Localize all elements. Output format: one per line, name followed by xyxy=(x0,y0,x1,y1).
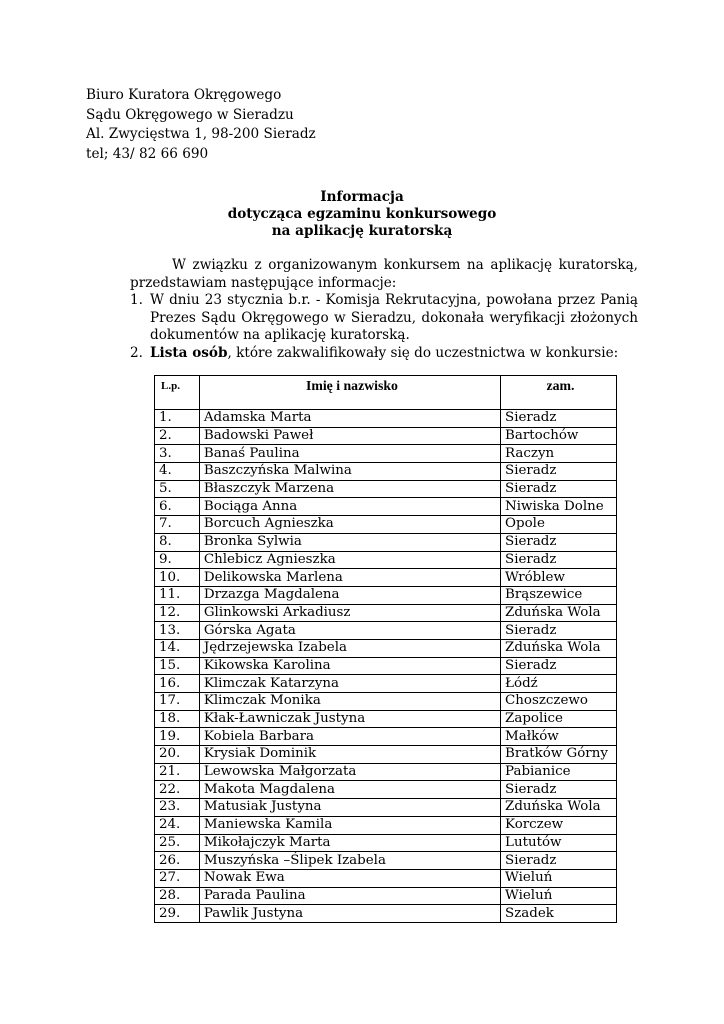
intro-text: W związku z organizowanym konkursem na aplikację kuratorską, przedstawiam następujące informacje: xyxy=(130,257,638,291)
sender-court: Sądu Okręgowego w Sieradzu xyxy=(86,106,294,123)
row-number: 9. xyxy=(155,551,200,569)
candidates-table xyxy=(154,375,617,923)
row-name: Maniewska Kamila xyxy=(199,816,500,834)
sender-office: Biuro Kuratora Okręgowego xyxy=(86,87,282,103)
row-city: Sieradz xyxy=(501,463,617,481)
row-name: Drzazga Magdalena xyxy=(199,586,500,604)
table-row xyxy=(155,675,617,693)
row-name: Klimczak Monika xyxy=(199,693,500,711)
row-name: Błaszczyk Marzena xyxy=(199,480,500,498)
table-row xyxy=(155,710,617,728)
list-item-2 xyxy=(112,345,638,363)
list-item-bold: Lista osób xyxy=(150,345,228,361)
row-name: Makota Magdalena xyxy=(199,781,500,799)
row-name: Parada Paulina xyxy=(199,887,500,905)
row-city: Szadek xyxy=(501,905,617,923)
row-city: Łódź xyxy=(501,675,617,693)
table-row xyxy=(155,480,617,498)
table-row xyxy=(155,551,617,569)
row-number: 11. xyxy=(155,586,200,604)
table-row xyxy=(155,569,617,587)
list-item-text xyxy=(150,345,638,363)
row-name: Kobiela Barbara xyxy=(199,728,500,746)
list-item-1 xyxy=(112,292,638,345)
row-city: Wieluń xyxy=(501,869,617,887)
table-header-row xyxy=(155,376,617,410)
row-city: Sieradz xyxy=(501,551,617,569)
intro-paragraph xyxy=(130,257,638,292)
table-row xyxy=(155,869,617,887)
row-city: Opole xyxy=(501,516,617,534)
table-row xyxy=(155,604,617,622)
row-number: 17. xyxy=(155,693,200,711)
row-name: Muszyńska –Ślipek Izabela xyxy=(199,852,500,870)
row-number: 3. xyxy=(155,445,200,463)
table-row xyxy=(155,586,617,604)
list-item-number: 2. xyxy=(130,345,143,361)
row-number: 10. xyxy=(155,569,200,587)
row-name: Glinkowski Arkadiusz xyxy=(199,604,500,622)
row-name: Klimczak Katarzyna xyxy=(199,675,500,693)
row-name: Mikołajczyk Marta xyxy=(199,834,500,852)
row-name: Górska Agata xyxy=(199,622,500,640)
table-row xyxy=(155,905,617,923)
row-city: Sieradz xyxy=(501,622,617,640)
row-number: 13. xyxy=(155,622,200,640)
row-number: 1. xyxy=(155,410,200,428)
table-row xyxy=(155,693,617,711)
sender-street: Al. Zwycięstwa 1, 98-200 Sieradz xyxy=(86,126,316,142)
row-city: Sieradz xyxy=(501,533,617,551)
row-city: Zduńska Wola xyxy=(501,639,617,657)
row-number: 6. xyxy=(155,498,200,516)
table-row xyxy=(155,781,617,799)
header-name: Imię i nazwisko xyxy=(199,376,500,410)
list-item-text: W dniu 23 stycznia b.r. - Komisja Rekrutacyjna, powołana przez Panią Prezes Sądu Okręgowego w Sieradzu, dokonała weryfikacji złożonych dokumentów na aplikację kuratorską. xyxy=(150,292,638,343)
row-name: Banaś Paulina xyxy=(199,445,500,463)
table-row xyxy=(155,728,617,746)
row-name: Pawlik Justyna xyxy=(199,905,500,923)
row-number: 7. xyxy=(155,516,200,534)
table-row xyxy=(155,410,617,428)
row-city: Brąszewice xyxy=(501,586,617,604)
table-row xyxy=(155,445,617,463)
row-number: 5. xyxy=(155,480,200,498)
row-city: Sieradz xyxy=(501,781,617,799)
row-number: 22. xyxy=(155,781,200,799)
row-number: 8. xyxy=(155,533,200,551)
row-city: Zduńska Wola xyxy=(501,799,617,817)
row-city: Zapolice xyxy=(501,710,617,728)
table-row xyxy=(155,498,617,516)
row-city: Choszczewo xyxy=(501,693,617,711)
title-line-2: dotycząca egzaminu konkursowego xyxy=(227,206,497,222)
row-name: Lewowska Małgorzata xyxy=(199,763,500,781)
row-name: Badowski Paweł xyxy=(199,427,500,445)
row-number: 12. xyxy=(155,604,200,622)
table-row xyxy=(155,852,617,870)
row-city: Sieradz xyxy=(501,657,617,675)
row-city: Bartochów xyxy=(501,427,617,445)
row-name: Baszczyńska Malwina xyxy=(199,463,500,481)
row-name: Kikowska Karolina xyxy=(199,657,500,675)
row-name: Delikowska Marlena xyxy=(199,569,500,587)
row-number: 20. xyxy=(155,746,200,764)
row-city: Niwiska Dolne xyxy=(501,498,617,516)
table-body xyxy=(155,410,617,923)
row-number: 14. xyxy=(155,639,200,657)
row-number: 25. xyxy=(155,834,200,852)
list-item-rest: , które zakwalifikowały się do uczestnictwa w konkursie: xyxy=(227,345,619,361)
row-name: Bociąga Anna xyxy=(199,498,500,516)
row-name: Adamska Marta xyxy=(199,410,500,428)
row-city: Sieradz xyxy=(501,852,617,870)
list-item-number: 1. xyxy=(130,292,143,308)
table-row xyxy=(155,427,617,445)
row-city: Korczew xyxy=(501,816,617,834)
table-row xyxy=(155,463,617,481)
header-city: zam. xyxy=(501,376,617,410)
table-row xyxy=(155,639,617,657)
row-number: 26. xyxy=(155,852,200,870)
row-name: Chlebicz Agnieszka xyxy=(199,551,500,569)
table-row xyxy=(155,834,617,852)
row-number: 15. xyxy=(155,657,200,675)
row-number: 19. xyxy=(155,728,200,746)
row-city: Lututów xyxy=(501,834,617,852)
row-number: 4. xyxy=(155,463,200,481)
row-name: Nowak Ewa xyxy=(199,869,500,887)
row-city: Sieradz xyxy=(501,410,617,428)
table-row xyxy=(155,799,617,817)
table-row xyxy=(155,533,617,551)
row-city: Bratków Górny xyxy=(501,746,617,764)
row-number: 28. xyxy=(155,887,200,905)
table-row xyxy=(155,816,617,834)
table-row xyxy=(155,763,617,781)
row-city: Wróblew xyxy=(501,569,617,587)
row-name: Krysiak Dominik xyxy=(199,746,500,764)
row-number: 2. xyxy=(155,427,200,445)
row-city: Wieluń xyxy=(501,887,617,905)
table-row xyxy=(155,622,617,640)
row-city: Zduńska Wola xyxy=(501,604,617,622)
row-name: Bronka Sylwia xyxy=(199,533,500,551)
title-line-3: na aplikację kuratorską xyxy=(271,223,453,239)
row-name: Matusiak Justyna xyxy=(199,799,500,817)
sender-address-block xyxy=(86,86,316,164)
row-city: Sieradz xyxy=(501,480,617,498)
table-row xyxy=(155,516,617,534)
row-number: 18. xyxy=(155,710,200,728)
row-name: Borcuch Agnieszka xyxy=(199,516,500,534)
sender-phone: tel; 43/ 82 66 690 xyxy=(86,145,209,162)
table-row xyxy=(155,657,617,675)
header-lp: L.p. xyxy=(155,376,200,410)
row-number: 21. xyxy=(155,763,200,781)
document-title xyxy=(0,189,724,240)
row-city: Pabianice xyxy=(501,763,617,781)
row-city: Małków xyxy=(501,728,617,746)
row-number: 29. xyxy=(155,905,200,923)
row-name: Jędrzejewska Izabela xyxy=(199,639,500,657)
row-number: 24. xyxy=(155,816,200,834)
title-line-1: Informacja xyxy=(320,189,404,205)
row-number: 27. xyxy=(155,869,200,887)
row-number: 16. xyxy=(155,675,200,693)
table-row xyxy=(155,746,617,764)
table-row xyxy=(155,887,617,905)
row-name: Kłak-Ławniczak Justyna xyxy=(199,710,500,728)
row-number: 23. xyxy=(155,799,200,817)
row-city: Raczyn xyxy=(501,445,617,463)
